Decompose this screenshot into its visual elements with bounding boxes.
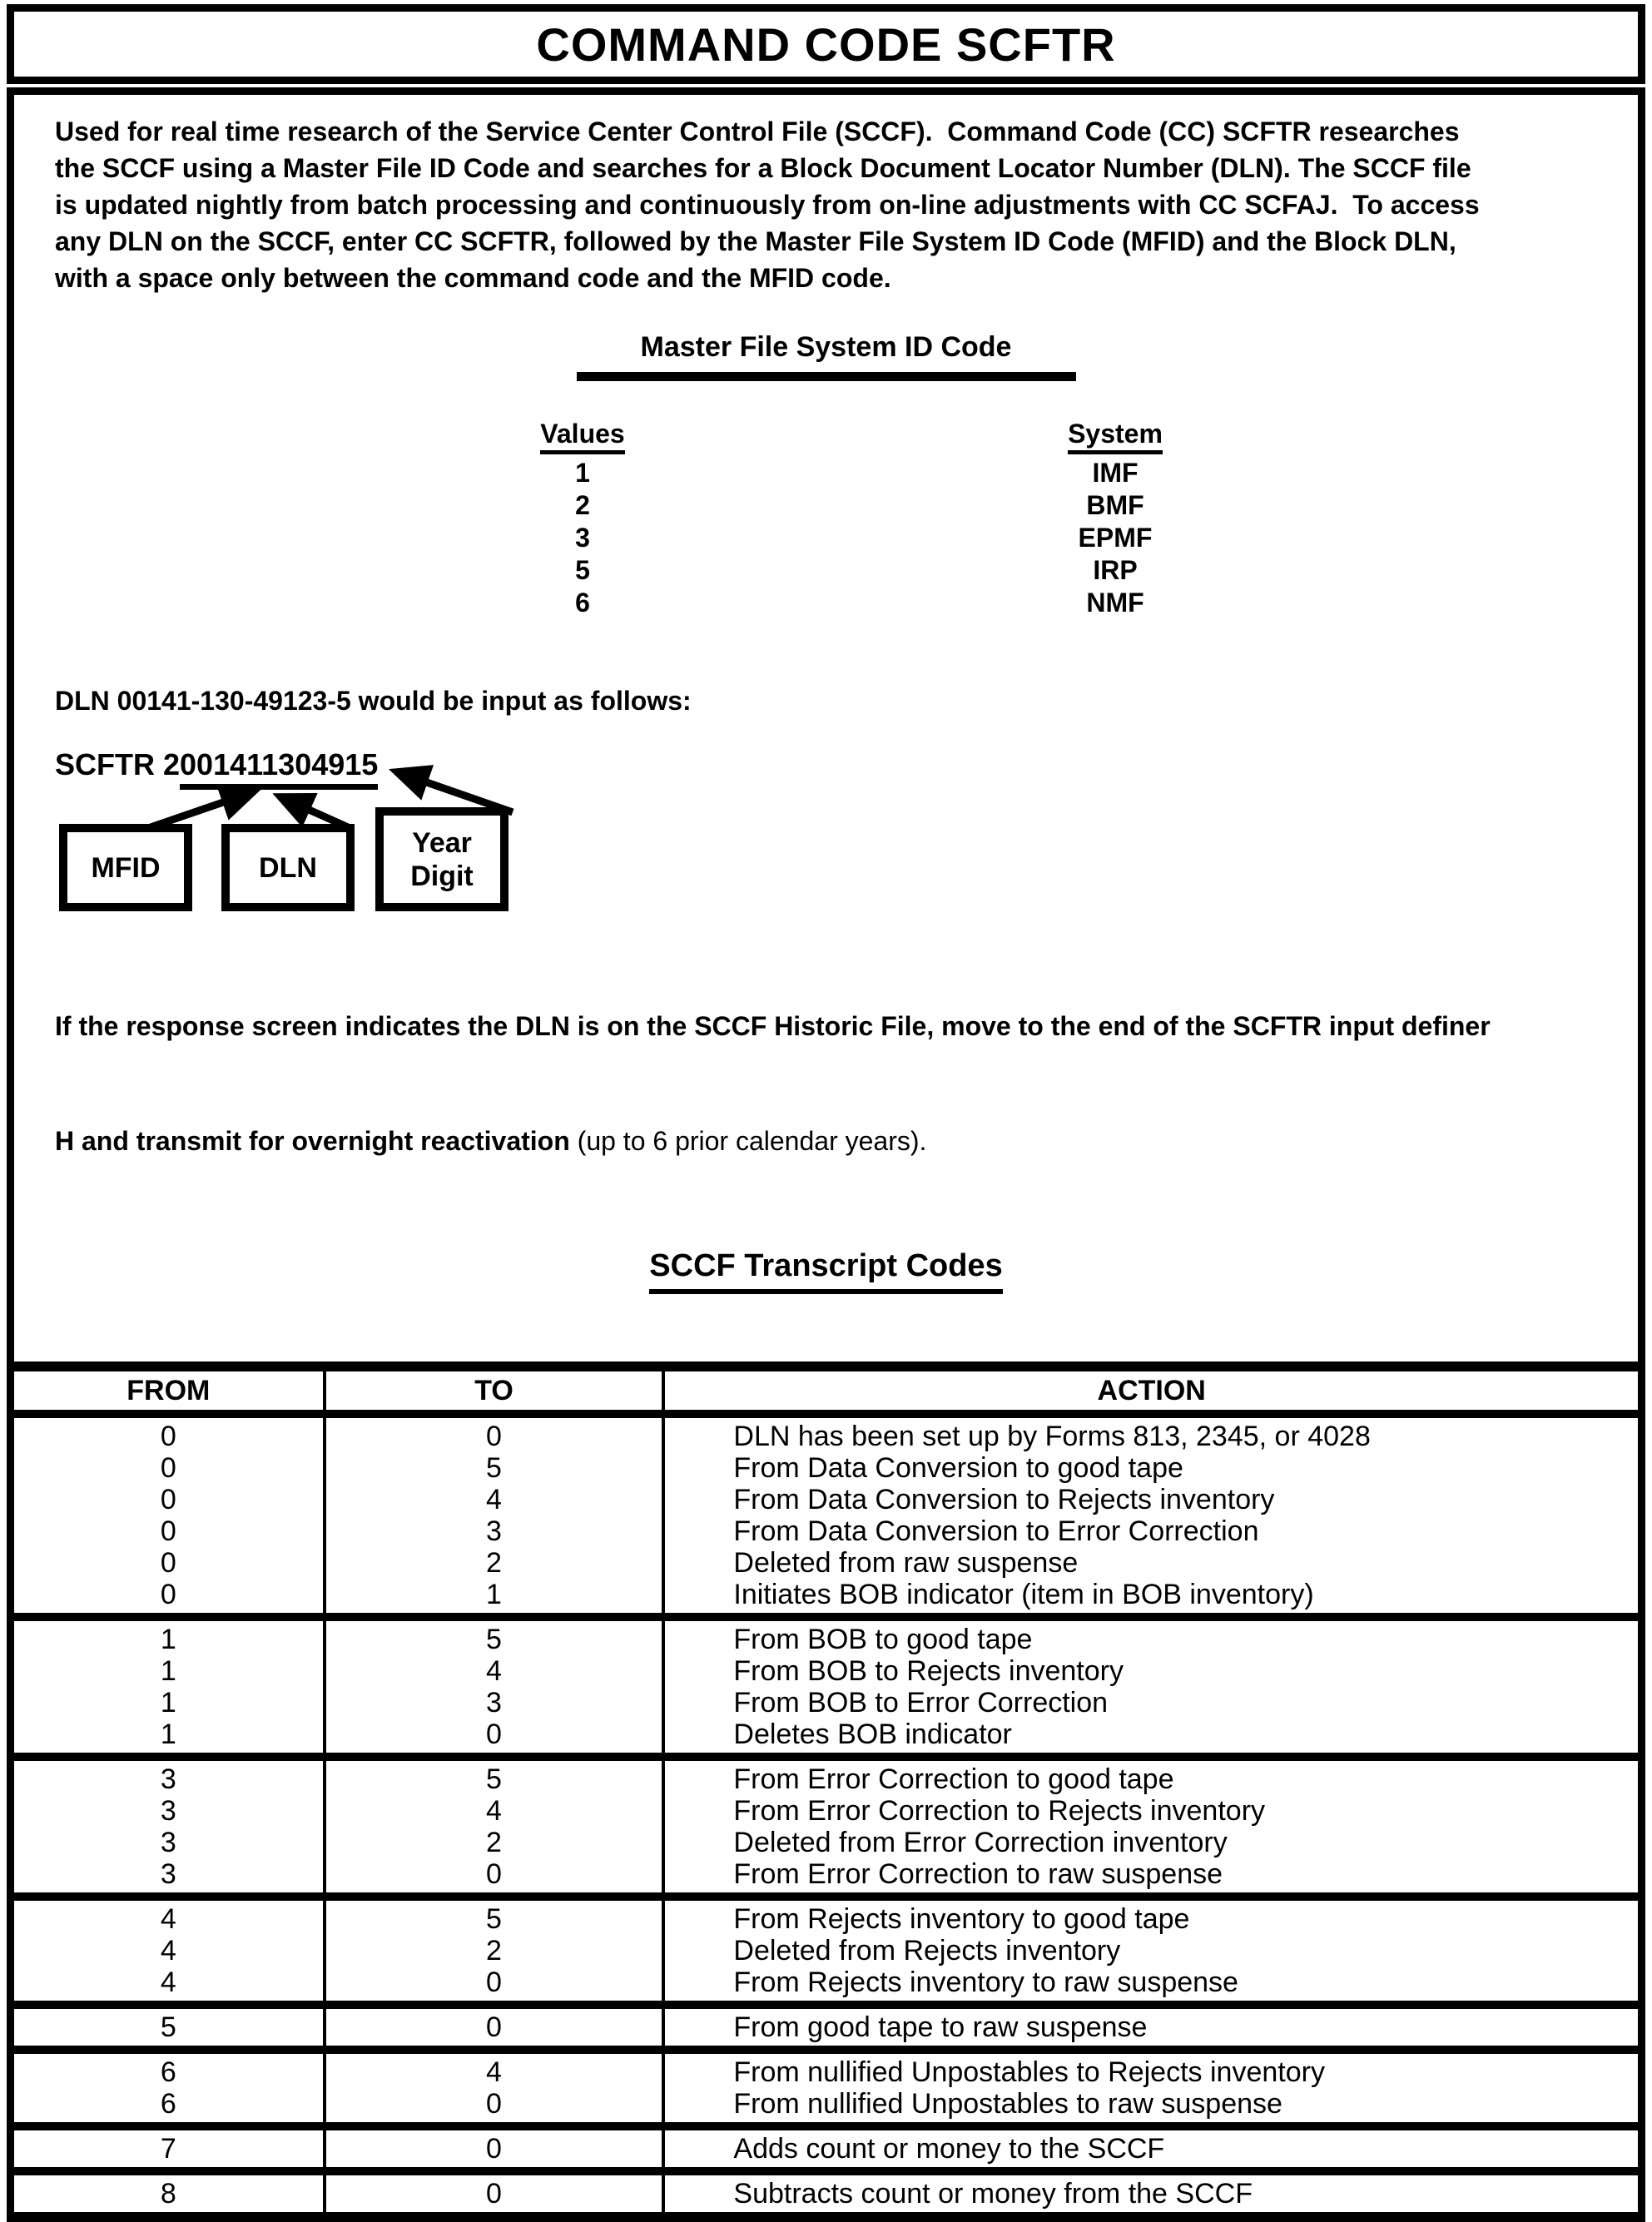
table-row-group xyxy=(14,2050,1638,2126)
table-row-group xyxy=(14,2126,1638,2171)
mfid-values-table xyxy=(14,418,1638,619)
cell-to: 0 xyxy=(325,2171,664,2217)
value-cell: 6 xyxy=(575,588,590,617)
cell-to: 4 xyxy=(325,1795,664,1827)
values-header-cell xyxy=(499,418,666,450)
table-row xyxy=(14,1687,1638,1719)
mfid-value-row xyxy=(14,522,1638,554)
intro-paragraph xyxy=(55,113,1621,296)
cell-action: From good tape to raw suspense xyxy=(663,2005,1638,2050)
table-row xyxy=(14,1967,1638,2005)
table-row xyxy=(14,1719,1638,1757)
mfid-section-heading xyxy=(14,331,1638,381)
table-row-group xyxy=(14,2005,1638,2050)
mfid-values-header-row xyxy=(14,418,1638,450)
cell-from: 3 xyxy=(160,1858,176,1890)
cell-action: From BOB to good tape xyxy=(663,1617,1638,1655)
historic-regular: (up to 6 prior calendar years). xyxy=(569,1126,927,1156)
mfid-digit: 2 xyxy=(163,747,181,781)
cell-to: 0 xyxy=(325,1414,664,1452)
cell-to: 3 xyxy=(325,1687,664,1719)
table-row-group xyxy=(14,1757,1638,1897)
cell-to: 3 xyxy=(325,1515,664,1547)
system-header-cell xyxy=(1015,418,1215,450)
table-row xyxy=(14,2126,1638,2171)
cell-action: DLN has been set up by Forms 813, 2345, or 4028 xyxy=(663,1414,1638,1452)
table-row xyxy=(14,1515,1638,1547)
table-row-group xyxy=(14,1617,1638,1757)
cell-action: From Rejects inventory to good tape xyxy=(663,1897,1638,1935)
table-row-group xyxy=(14,1414,1638,1617)
column-header-to: TO xyxy=(325,1366,664,1414)
cell-action: From Error Correction to good tape xyxy=(663,1757,1638,1795)
system-cell: NMF xyxy=(1086,588,1144,617)
table-row xyxy=(14,1935,1638,1967)
cell-from: 3 xyxy=(160,1795,176,1827)
cell-from: 0 xyxy=(160,1547,176,1579)
cell-to: 0 xyxy=(325,2126,664,2171)
table-row xyxy=(14,1897,1638,1935)
cell-to: 5 xyxy=(325,1452,664,1484)
cell-to: 4 xyxy=(325,1484,664,1515)
table-row xyxy=(14,2171,1638,2217)
mfid-value-row xyxy=(14,587,1638,619)
table-row xyxy=(14,2088,1638,2126)
cell-from: 3 xyxy=(160,1827,176,1858)
historic-bold-1: If the response screen indicates the DLN is on the SCCF Historic File, move to the end of the SCFTR input definer xyxy=(55,1011,1491,1041)
cell-to: 0 xyxy=(325,2088,664,2126)
cell-action: Deleted from Rejects inventory xyxy=(663,1935,1638,1967)
cell-to: 5 xyxy=(325,1617,664,1655)
mfid-value-row xyxy=(14,457,1638,489)
table-row xyxy=(14,1452,1638,1484)
cell-action: Adds count or money to the SCCF xyxy=(663,2126,1638,2171)
dln-digits: 001411304915 xyxy=(180,747,378,790)
cell-from: 7 xyxy=(160,2133,176,2165)
cell-to: 2 xyxy=(325,1827,664,1858)
year-digit-label-box: Year Digit xyxy=(375,807,508,911)
table-row xyxy=(14,1484,1638,1515)
cell-to: 5 xyxy=(325,1897,664,1935)
table-row xyxy=(14,2005,1638,2050)
cell-from: 0 xyxy=(160,1579,176,1610)
cell-action: From BOB to Error Correction xyxy=(663,1687,1638,1719)
system-cell: IRP xyxy=(1093,555,1138,585)
dln-example-intro: DLN 00141-130-49123-5 would be input as follows: xyxy=(55,686,692,716)
cell-action: From Error Correction to raw suspense xyxy=(663,1858,1638,1897)
cell-action: Deleted from raw suspense xyxy=(663,1547,1638,1579)
cell-from: 4 xyxy=(160,1903,176,1935)
cell-from: 6 xyxy=(160,2088,176,2120)
cell-action: From nullified Unpostables to Rejects inventory xyxy=(663,2050,1638,2088)
intro-line: Used for real time research of the Service Center Control File (SCCF). Command Code (CC) SCFTR researches xyxy=(55,117,1460,146)
cell-from: 0 xyxy=(160,1452,176,1484)
table-row-group xyxy=(14,1897,1638,2005)
mfid-value-row xyxy=(14,489,1638,522)
historic-bold-2: H and transmit for overnight reactivation xyxy=(55,1126,570,1156)
cell-from: 1 xyxy=(160,1687,176,1719)
cell-to: 2 xyxy=(325,1935,664,1967)
cell-to: 4 xyxy=(325,1655,664,1687)
cell-from: 0 xyxy=(160,1515,176,1547)
table-row xyxy=(14,1414,1638,1452)
cell-to: 0 xyxy=(325,1858,664,1897)
table-row xyxy=(14,1617,1638,1655)
cell-action: Deleted from Error Correction inventory xyxy=(663,1827,1638,1858)
cell-action: Initiates BOB indicator (item in BOB inventory) xyxy=(663,1579,1638,1617)
table-header xyxy=(14,1366,1638,1414)
intro-line: is updated nightly from batch processing and continuously from on-line adjustments with CC SCFAJ. To access xyxy=(55,190,1480,220)
historic-file-note xyxy=(55,930,1621,1237)
historic-line-2 xyxy=(55,1122,1621,1160)
values-header: Values xyxy=(540,419,624,454)
intro-line: the SCCF using a Master File ID Code and searches for a Block Document Locator Number (DLN). The SCCF file xyxy=(55,153,1471,183)
value-cell: 1 xyxy=(575,458,590,488)
cell-to: 1 xyxy=(325,1579,664,1617)
mfid-heading-text: Master File System ID Code xyxy=(640,331,1012,363)
scftr-input-diagram xyxy=(55,747,1638,924)
cell-action: From Rejects inventory to raw suspense xyxy=(663,1967,1638,2005)
table-row xyxy=(14,1827,1638,1858)
mfid-label-box: MFID xyxy=(59,824,192,911)
cell-from: 5 xyxy=(160,2011,176,2043)
heading-underline-bar xyxy=(577,372,1076,381)
content-box xyxy=(7,87,1645,2222)
table-row xyxy=(14,1757,1638,1795)
cell-from: 1 xyxy=(160,1624,176,1655)
page-title: COMMAND CODE SCFTR xyxy=(536,17,1116,71)
cell-from: 0 xyxy=(160,1421,176,1452)
cell-action: From Data Conversion to Rejects inventory xyxy=(663,1484,1638,1515)
value-cell: 2 xyxy=(575,490,590,520)
title-box xyxy=(7,4,1645,84)
cell-action: From Data Conversion to Error Correction xyxy=(663,1515,1638,1547)
transcript-codes-heading-wrap xyxy=(14,1248,1638,1294)
system-cell: IMF xyxy=(1092,458,1139,488)
cell-action: From BOB to Rejects inventory xyxy=(663,1655,1638,1687)
system-cell: EPMF xyxy=(1078,523,1153,553)
column-header-from: FROM xyxy=(14,1366,325,1414)
cell-to: 0 xyxy=(325,1719,664,1757)
cell-to: 2 xyxy=(325,1547,664,1579)
cell-from: 3 xyxy=(160,1763,176,1795)
table-row xyxy=(14,1795,1638,1827)
cell-action: Subtracts count or money from the SCCF xyxy=(663,2171,1638,2217)
column-header-action: ACTION xyxy=(663,1366,1638,1414)
cell-from: 6 xyxy=(160,2056,176,2088)
transcript-codes-table xyxy=(14,1361,1638,2222)
cell-action: From Error Correction to Rejects inventory xyxy=(663,1795,1638,1827)
table-header-row xyxy=(14,1366,1638,1414)
cell-from: 0 xyxy=(160,1484,176,1515)
intro-line: with a space only between the command code and the MFID code. xyxy=(55,263,891,293)
cell-from: 1 xyxy=(160,1655,176,1687)
scftr-command-line xyxy=(55,747,1638,782)
cell-from: 4 xyxy=(160,1967,176,1998)
mfid-value-row xyxy=(14,554,1638,587)
cell-action: From Data Conversion to good tape xyxy=(663,1452,1638,1484)
cell-action: Deletes BOB indicator xyxy=(663,1719,1638,1757)
table-row xyxy=(14,1655,1638,1687)
cell-from: 8 xyxy=(160,2178,176,2210)
cell-to: 0 xyxy=(325,1967,664,2005)
table-row xyxy=(14,1547,1638,1579)
historic-line-1 xyxy=(55,1007,1621,1045)
system-cell: BMF xyxy=(1086,490,1144,520)
system-header: System xyxy=(1068,419,1163,454)
table-row xyxy=(14,1858,1638,1897)
dln-label-box: DLN xyxy=(221,824,355,911)
cell-to: 4 xyxy=(325,2050,664,2088)
cell-to: 5 xyxy=(325,1757,664,1795)
table-row xyxy=(14,1579,1638,1617)
mfid-arrow xyxy=(151,792,252,827)
intro-line: any DLN on the SCCF, enter CC SCFTR, followed by the Master File System ID Code (MFID) and the Block DLN, xyxy=(55,226,1456,256)
cell-from: 4 xyxy=(160,1935,176,1967)
cell-action: From nullified Unpostables to raw suspense xyxy=(663,2088,1638,2126)
transcript-codes-heading: SCCF Transcript Codes xyxy=(649,1248,1002,1294)
cell-from: 1 xyxy=(160,1719,176,1750)
value-cell: 5 xyxy=(575,555,590,585)
cell-to: 0 xyxy=(325,2005,664,2050)
table-row-group xyxy=(14,2171,1638,2217)
value-cell: 3 xyxy=(575,523,590,553)
scftr-command: SCFTR xyxy=(55,747,163,781)
table-row xyxy=(14,2050,1638,2088)
dln-arrow xyxy=(281,797,348,827)
